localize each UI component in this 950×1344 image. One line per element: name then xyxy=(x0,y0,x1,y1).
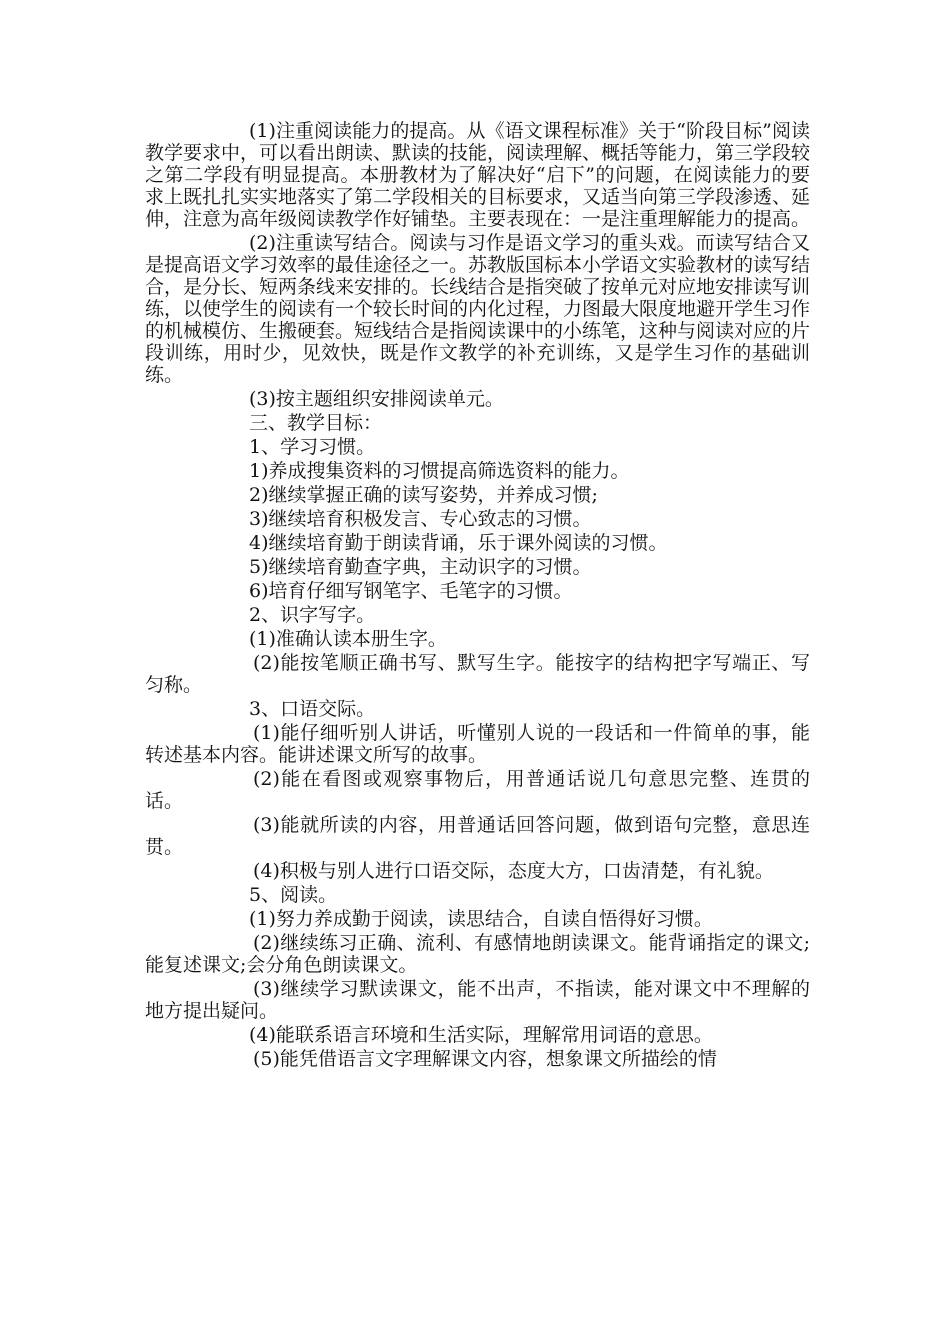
section-heading: 三、教学目标： xyxy=(249,412,383,434)
list-item: (2)能按笔顺正确书写、默写生字。能按字的结构把字写端正、写匀称。 xyxy=(145,652,810,696)
subsection-heading: 2、识字写字。 xyxy=(249,604,376,626)
list-item: (1)努力养成勤于阅读，读思结合，自读自悟得好习惯。 xyxy=(249,908,713,930)
list-item: (1)能仔细听别人讲话，听懂别人说的一段话和一件简单的事，能转述基本内容。能讲述课文所写的故事。 xyxy=(145,722,810,766)
paragraph: (2)注重读写结合。阅读与习作是语文学习的重头戏。而读写结合又是提高语文学习效率的最佳途径之一。苏教版国标本小学语文实验教材的读写结合，是分长、短两条线来安排的。长线结合是指突破了按单元对应地安排读写训练，以使学生的阅读有一个较长时间的内化过程，力图最大限度地避开学生习作的机械模仿、生搬硬套。短线结合是指阅读课中的小练笔，这种与阅读对应的片段训练，用时少，见效快，既是作文教学的补充训练，又是学生习作的基础训练。 xyxy=(145,232,811,386)
list-item: (4)能联系语言环境和生活实际，理解常用词语的意思。 xyxy=(249,1024,713,1046)
list-item: 5)继续培育勤查字典，主动识字的习惯。 xyxy=(249,556,592,578)
list-item: 4)继续培育勤于朗读背诵，乐于课外阅读的习惯。 xyxy=(249,532,668,554)
list-item: (2)继续练习正确、流利、有感情地朗读课文。能背诵指定的课文;能复述课文;会分角色朗读课文。 xyxy=(145,932,810,976)
list-item: (5)能凭借语言文字理解课文内容，想象课文所描绘的情 xyxy=(253,1048,717,1070)
paragraph: (1)注重阅读能力的提高。从《语文课程标准》关于“阶段目标”阅读教学要求中，可以看出朗读、默读的技能，阅读理解、概括等能力，第三学段较之第二学段有明显提高。本册教材为了解决好“启下”的问题，在阅读能力的要求上既扎扎实实地落实了第二学段相关的目标要求，又适当向第三学段渗透、延伸，注意为高年级阅读教学作好铺垫。主要表现在：一是注重理解能力的提高。 xyxy=(145,120,811,230)
subsection-heading: 5、阅读。 xyxy=(249,884,338,906)
list-item: 2)继续掌握正确的读写姿势，并养成习惯; xyxy=(249,484,598,506)
list-item: 6)培育仔细写钢笔字、毛笔字的习惯。 xyxy=(249,580,573,602)
subsection-heading: 1、学习习惯。 xyxy=(249,436,376,458)
list-item: (2)能在看图或观察事物后，用普通话说几句意思完整、连贯的话。 xyxy=(145,768,810,812)
paragraph: (3)按主题组织安排阅读单元。 xyxy=(249,388,504,410)
list-item: 1)养成搜集资料的习惯提高筛选资料的能力。 xyxy=(249,460,630,482)
document-body xyxy=(145,120,810,1072)
subsection-heading: 3、口语交际。 xyxy=(249,698,376,720)
list-item: (3)能就所读的内容，用普通话回答问题，做到语句完整，意思连贯。 xyxy=(145,814,810,858)
list-item: (3)继续学习默读课文，能不出声，不指读，能对课文中不理解的地方提出疑问。 xyxy=(145,978,810,1022)
list-item: 3)继续培育积极发言、专心致志的习惯。 xyxy=(249,508,592,530)
list-item: (1)准确认读本册生字。 xyxy=(249,628,447,650)
list-item: (4)积极与别人进行口语交际，态度大方，口齿清楚，有礼貌。 xyxy=(253,860,774,882)
